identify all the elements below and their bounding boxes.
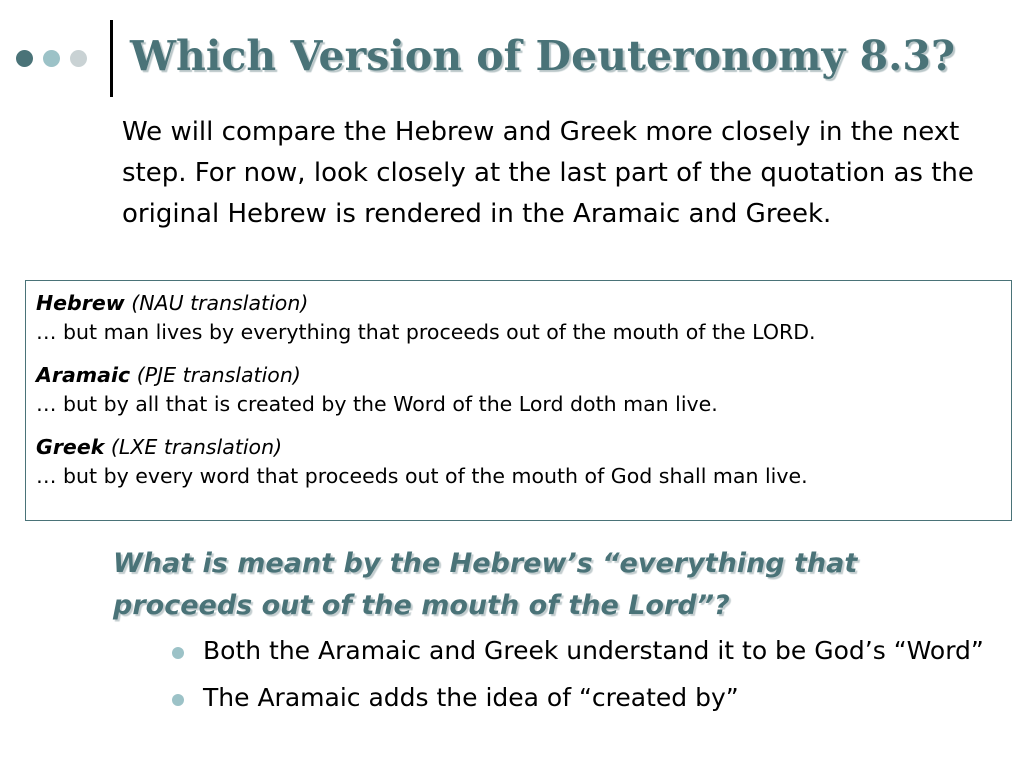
list-item-text: The Aramaic adds the idea of “created by” [203, 683, 739, 712]
answer-list [172, 634, 1002, 728]
bullet-icon [172, 694, 184, 706]
intro-paragraph: We will compare the Hebrew and Greek more closely in the next step. For now, look closely at the last part of the quotation as the original Hebrew is rendered in the Aramaic and Greek. [122, 117, 974, 229]
decorative-dots [16, 50, 87, 67]
version-translation: (LXE translation) [110, 435, 283, 459]
version-greek [36, 433, 1001, 491]
question-heading: What is meant by the Hebrew’s “everything that proceeds out of the mouth of the Lord”? [113, 548, 858, 621]
title-divider [110, 20, 113, 97]
version-text: … but man lives by everything that proceeds out of the mouth of the LORD. [36, 320, 816, 344]
version-language: Aramaic [36, 363, 131, 387]
dot-light-icon [43, 50, 60, 67]
dot-pale-icon [70, 50, 87, 67]
version-aramaic [36, 361, 1001, 419]
list-item-text: Both the Aramaic and Greek understand it to be God’s “Word” [203, 636, 984, 665]
slide-title: Which Version of Deuteronomy 8.3? [130, 32, 955, 80]
version-text: … but by all that is created by the Word of the Lord doth man live. [36, 392, 718, 416]
version-language: Hebrew [36, 291, 125, 315]
version-language: Greek [36, 435, 105, 459]
version-hebrew [36, 289, 1001, 347]
version-translation: (PJE translation) [136, 363, 301, 387]
list-item [172, 681, 1002, 715]
list-item [172, 634, 1002, 668]
translations-box [25, 280, 1012, 521]
bullet-icon [172, 647, 184, 659]
version-text: … but by every word that proceeds out of the mouth of God shall man live. [36, 464, 808, 488]
version-translation: (NAU translation) [131, 291, 309, 315]
dot-dark-icon [16, 50, 33, 67]
